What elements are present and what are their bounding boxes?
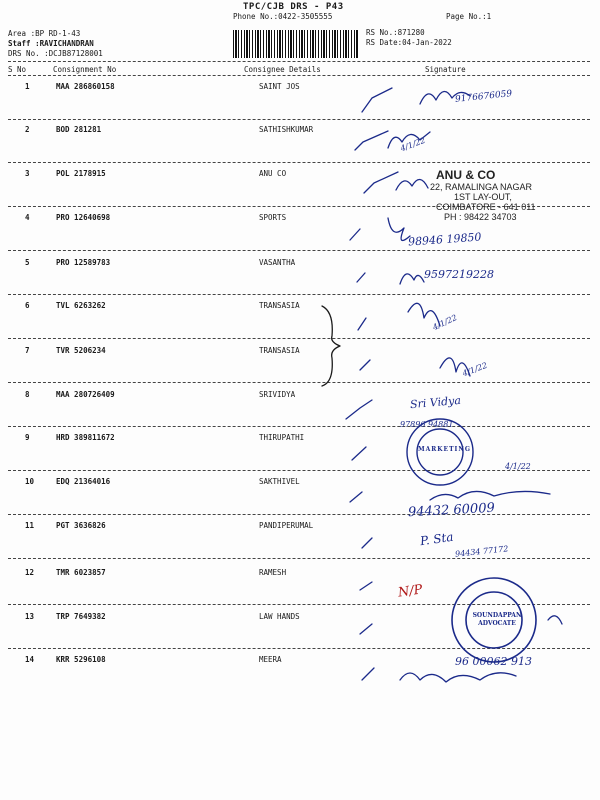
table-row — [0, 346, 600, 356]
row-sno: 2 — [25, 125, 30, 134]
row-divider — [8, 604, 590, 605]
header-divider — [8, 61, 590, 62]
tick-mark — [350, 492, 362, 502]
col-consignee: Consignee Details — [244, 65, 321, 74]
tick-mark — [360, 360, 370, 370]
row-consignee: ANU CO — [259, 169, 287, 178]
signature — [430, 491, 550, 500]
row-consignment: TMR 6023857 — [56, 568, 106, 577]
row-consignee: TRANSASIA — [259, 301, 300, 310]
handwritten-phone: 9597219228 — [424, 268, 494, 281]
row-sno: 7 — [25, 346, 30, 355]
row-divider — [8, 648, 590, 649]
row-consignment: MAA 286860158 — [56, 82, 115, 91]
table-row — [0, 301, 600, 311]
tick-mark — [352, 447, 366, 460]
stamp-address-line: 22, RAMALINGA NAGAR — [430, 182, 533, 192]
table-row — [0, 390, 600, 400]
row-consignment: EDQ 21364016 — [56, 477, 111, 486]
row-consignment: PRO 12640698 — [56, 213, 111, 222]
row-sno: 12 — [25, 568, 35, 577]
tick-mark — [358, 318, 366, 330]
row-divider — [8, 558, 590, 559]
row-sno: 13 — [25, 612, 35, 621]
area-code: Area :BP RD-1-43 — [8, 29, 81, 38]
drs-number: DRS No. :DCJB87128001 — [8, 49, 103, 58]
row-consignee: VASANTHA — [259, 258, 296, 267]
handwritten-phone: 96 00062 913 — [455, 655, 532, 668]
row-consignment: PGT 3636826 — [56, 521, 106, 530]
row-consignment: MAA 280726409 — [56, 390, 115, 399]
col-consignment: Consignment No — [53, 65, 117, 74]
row-sno: 10 — [25, 477, 35, 486]
row-consignee: PANDIPERUMAL — [259, 521, 314, 530]
row-sno: 14 — [25, 655, 35, 664]
row-consignee: LAW HANDS — [259, 612, 300, 621]
row-sno: 11 — [25, 521, 35, 530]
staff-name: Staff :RAVICHANDRAN — [8, 39, 94, 48]
table-row — [0, 568, 600, 578]
row-consignee: SATHISHKUMAR — [259, 125, 314, 134]
phone-number: Phone No.:0422-3505555 — [233, 12, 333, 21]
table-row — [0, 125, 600, 135]
row-divider — [8, 470, 590, 471]
handwritten-phone: 98946 19850 — [407, 230, 482, 249]
row-consignment: POL 2178915 — [56, 169, 106, 178]
row-consignee: MEERA — [259, 655, 282, 664]
rs-number: RS No.:871280 — [366, 28, 425, 37]
signature — [400, 274, 424, 284]
row-sno: 3 — [25, 169, 30, 178]
col-signature: Signature — [425, 65, 466, 74]
row-consignee: SPORTS — [259, 213, 287, 222]
row-consignee: TRANSASIA — [259, 346, 300, 355]
table-row — [0, 521, 600, 531]
row-consignment: KRR 5296108 — [56, 655, 106, 664]
row-consignee: SAINT JOS — [259, 82, 300, 91]
stamp-address-line: 1ST LAY-OUT, — [454, 192, 512, 202]
row-divider — [8, 119, 590, 120]
stamp-phone: PH : 98422 34703 — [444, 212, 517, 222]
header-divider — [8, 75, 590, 76]
row-divider — [8, 338, 590, 339]
col-sno: S No — [8, 65, 27, 74]
row-consignment: TRP 7649382 — [56, 612, 106, 621]
row-sno: 8 — [25, 390, 30, 399]
tick-mark — [362, 538, 372, 548]
stamp-address-line: COIMBATORE - 641 011 — [436, 202, 536, 212]
row-sno: 5 — [25, 258, 30, 267]
tick-mark — [357, 273, 365, 282]
handwritten-name: Sri Vidya — [409, 393, 462, 412]
company-stamp — [424, 168, 536, 222]
advocate-seal-text: SOUNDAPPAN ADVOCATE — [472, 612, 522, 627]
tick-mark — [350, 229, 360, 240]
row-consignee: SAKTHIVEL — [259, 477, 300, 486]
row-divider — [8, 426, 590, 427]
handwritten-phone: 94434 77172 — [454, 544, 509, 559]
row-consignee: THIRUPATHI — [259, 433, 305, 442]
row-sno: 1 — [25, 82, 30, 91]
handwritten-phone: 97896 94881 — [400, 420, 454, 429]
row-divider — [8, 294, 590, 295]
handwritten-mark: N/P — [397, 582, 424, 601]
row-sno: 9 — [25, 433, 30, 442]
tick-mark — [360, 582, 372, 590]
row-divider — [8, 514, 590, 515]
row-sno: 4 — [25, 213, 30, 222]
handwritten-date: 4/1/22 — [461, 360, 489, 379]
table-row — [0, 258, 600, 268]
page-number: Page No.:1 — [446, 12, 492, 21]
handwritten-phone: 94432 60009 — [407, 500, 496, 521]
round-seal-text: MARKETING — [418, 446, 471, 453]
row-consignment: PRO 12589783 — [56, 258, 111, 267]
stamp-company-name: ANU & CO — [436, 168, 496, 182]
row-consignee: SRIVIDYA — [259, 390, 296, 399]
row-consignment: HRD 389811672 — [56, 433, 115, 442]
row-sno: 6 — [25, 301, 30, 310]
row-consignment: BOD 281281 — [56, 125, 102, 134]
handwritten-name: P. Sta — [419, 529, 455, 549]
signature — [400, 673, 516, 682]
table-row — [0, 477, 600, 487]
tick-mark — [346, 400, 372, 419]
handwritten-date: 4/1/22 — [431, 312, 459, 333]
row-divider — [8, 382, 590, 383]
row-divider — [8, 250, 590, 251]
handwritten-phone: 9176676059 — [454, 89, 513, 105]
tick-mark — [360, 624, 372, 634]
barcode — [233, 30, 358, 58]
handwritten-date: 4/1/22 — [505, 462, 531, 471]
sheet-title: TPC/CJB DRS - P43 — [243, 2, 344, 12]
table-row — [0, 433, 600, 443]
rs-date: RS Date:04-Jan-2022 — [366, 38, 452, 47]
row-consignment: TVL 6263262 — [56, 301, 106, 310]
handwritten-date: 4/1/22 — [399, 135, 427, 154]
row-divider — [8, 162, 590, 163]
row-consignee: RAMESH — [259, 568, 287, 577]
tick-mark — [362, 668, 374, 680]
row-consignment: TVR 5206234 — [56, 346, 106, 355]
